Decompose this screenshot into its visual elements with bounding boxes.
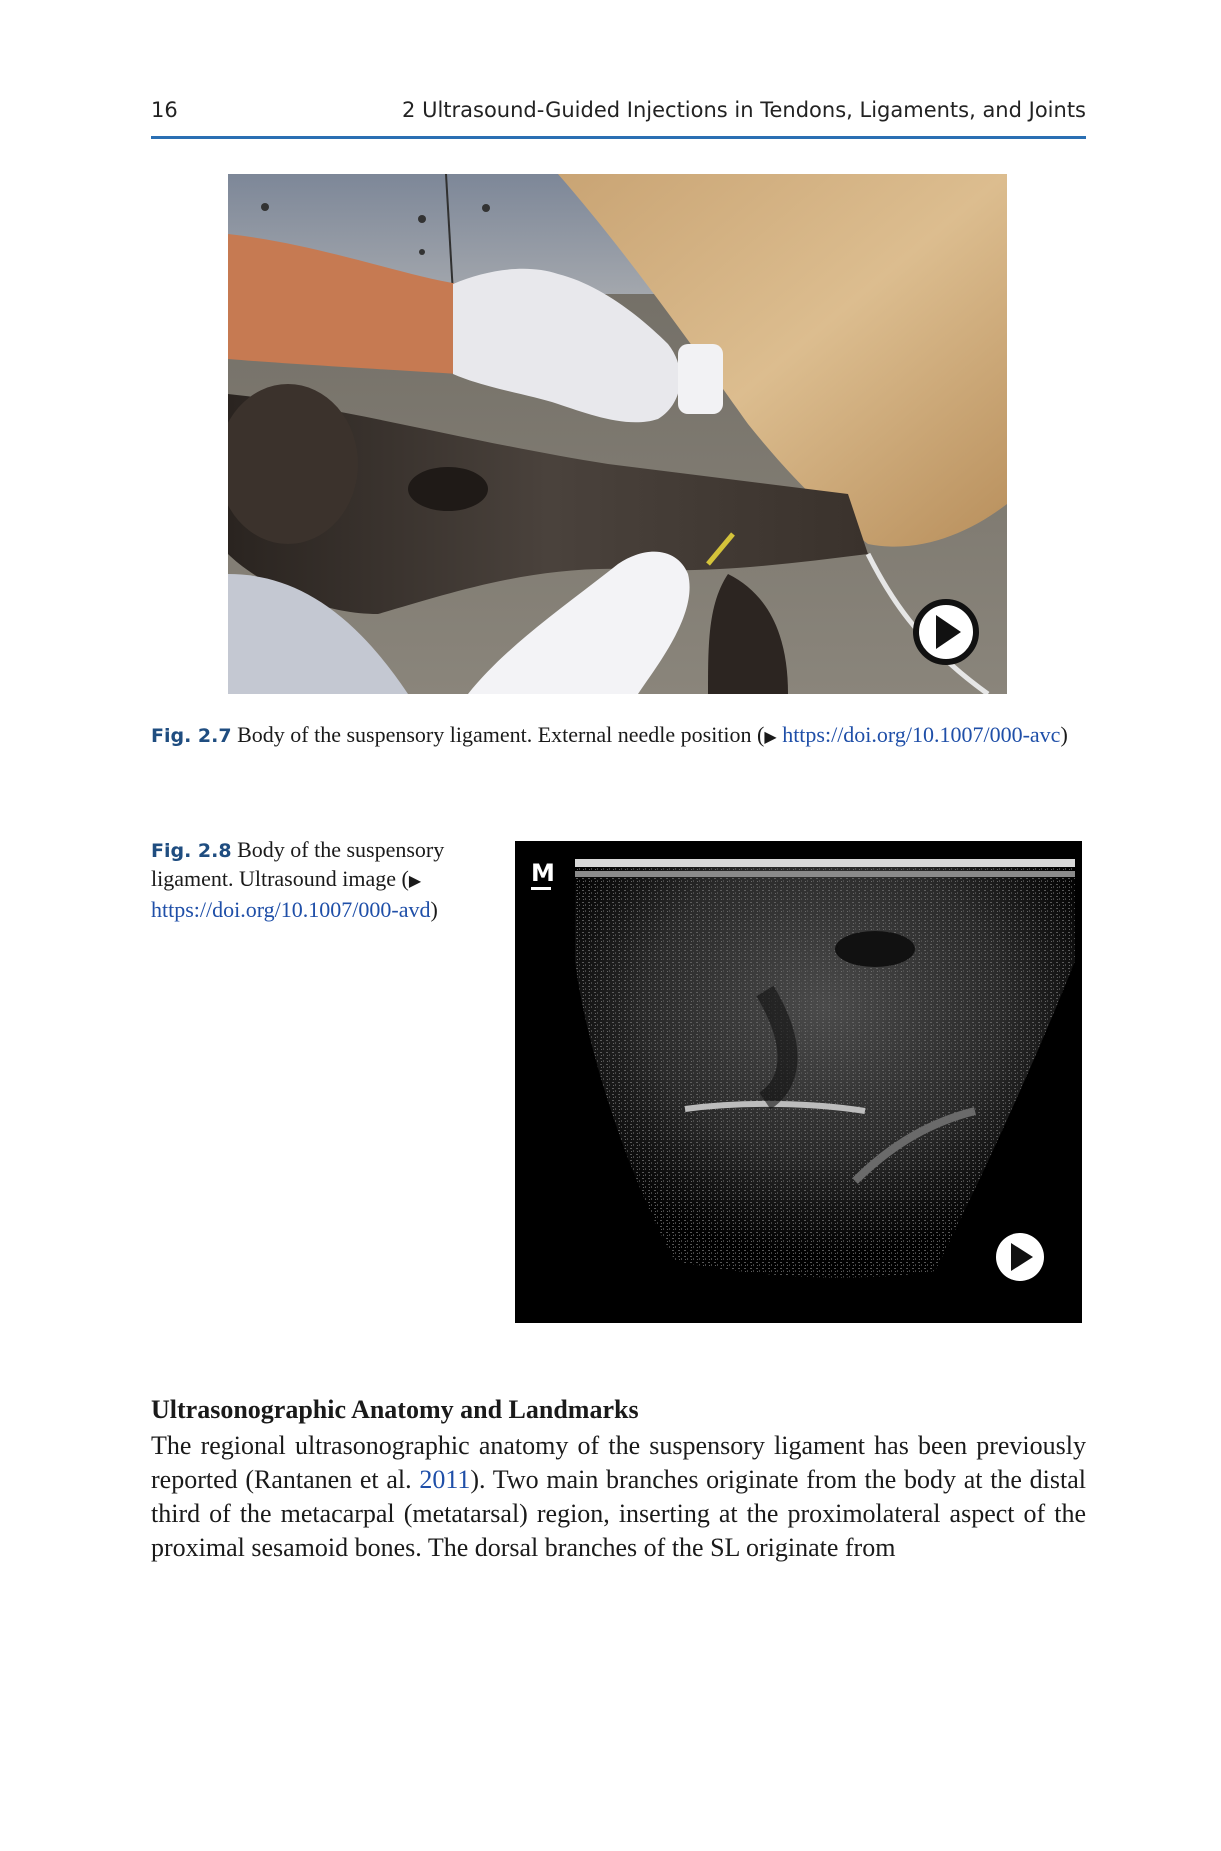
figure-2-8-ultrasound — [515, 841, 1082, 1323]
section-heading: Ultrasonographic Anatomy and Landmarks — [151, 1395, 639, 1424]
reference-year-link[interactable]: 2011 — [419, 1465, 471, 1494]
ultrasound-marker: M — [531, 859, 555, 887]
paragraph-end: ). Two main branches originate from the body at the distal third of the metacarpal (metatarsal) region, inserting at the proximolateral aspect of the proximal sesamoid bones. The dorsal branches of the SL originate from — [151, 1465, 1086, 1562]
paragraph-start: The regional ultrasonographic anatomy of the suspensory ligament has been previously reported (Rantanen et al. — [151, 1431, 1086, 1494]
page-number: 16 — [151, 98, 178, 122]
ultrasound-play-icon[interactable] — [996, 1233, 1044, 1281]
figure-2-8-label: Fig. 2.8 — [151, 840, 232, 862]
figure-2-8-caption — [151, 836, 451, 924]
figure-2-7-text: Body of the suspensory ligament. External needle position ( — [237, 722, 765, 747]
figure-2-7-caption-end: ) — [1060, 722, 1068, 747]
play-glyph-icon: ▶ — [408, 873, 422, 890]
figure-2-8-link[interactable]: https://doi.org/10.1007/000-avd — [151, 897, 431, 922]
figure-2-7-caption — [151, 720, 1086, 752]
chapter-title: 2 Ultrasound-Guided Injections in Tendons, Ligaments, and Joints — [402, 98, 1086, 122]
running-header — [151, 96, 1086, 139]
play-glyph-icon: ▶ — [764, 729, 777, 746]
section-paragraph — [151, 1429, 1086, 1565]
figure-2-7-link[interactable]: https://doi.org/10.1007/000-avc — [782, 722, 1061, 747]
figure-2-7-label: Fig. 2.7 — [151, 725, 232, 747]
figure-2-7-photo — [228, 174, 1007, 694]
figure-2-8-caption-end: ) — [430, 897, 438, 922]
photo-play-icon[interactable] — [916, 602, 976, 662]
figure-2-8-text: Body of the suspensory ligament. Ultrasound image ( — [151, 837, 445, 891]
